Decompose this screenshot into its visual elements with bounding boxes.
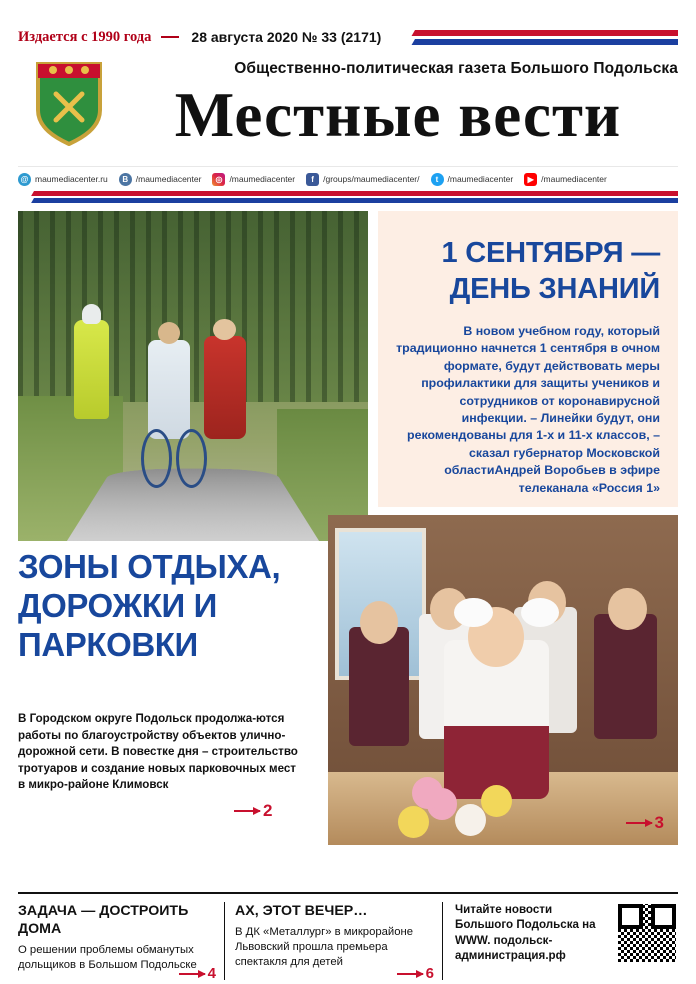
photo-classroom <box>328 515 678 845</box>
blue-bar <box>399 39 678 45</box>
second-story-page-ref[interactable] <box>234 801 272 821</box>
footer-teasers <box>18 892 678 980</box>
social-link-facebook[interactable] <box>306 173 430 186</box>
arrow-right-icon <box>397 973 423 975</box>
second-story-text: В Городском округе Подольск продолжа-ются работы по благоустройству объектов улично-дорожной сети. В повестке дня – строительство тротуаров и создание новых парковочных мест в микро-районе Климовск <box>18 712 298 792</box>
social-label: /maumediacenter <box>229 174 296 184</box>
footer-item-2[interactable] <box>224 902 442 980</box>
red-rule <box>18 191 678 196</box>
social-label: /groups/maumediacenter/ <box>323 174 420 184</box>
podolsk-coat-of-arms-icon <box>32 58 106 146</box>
footer-item-1[interactable] <box>18 902 224 980</box>
footer-page-ref[interactable] <box>179 965 216 982</box>
lead-story-box <box>378 211 678 507</box>
social-link-instagram[interactable] <box>212 173 306 186</box>
main-content <box>18 211 678 859</box>
lead-story-page-ref[interactable] <box>626 813 664 833</box>
facebook-icon: f <box>306 173 319 186</box>
issue-date: 28 августа 2020 № 33 (2171) <box>191 29 382 45</box>
arrow-right-icon <box>179 973 205 975</box>
youtube-icon: ▶ <box>524 173 537 186</box>
arrow-right-icon <box>234 810 260 812</box>
footer-page-ref[interactable] <box>397 965 434 982</box>
footer-text: О решении проблемы обманутых дольщиков в Большом Подольске <box>18 944 197 971</box>
social-link-twitter[interactable] <box>431 173 525 186</box>
footer-promo <box>442 902 678 980</box>
photo-bike-path <box>18 211 368 541</box>
social-link-youtube[interactable] <box>524 173 618 186</box>
top-bar <box>18 22 678 52</box>
social-link-vk[interactable] <box>119 173 213 186</box>
promo-text: Читайте новости Большого Подольска на WWW. подольск-администрация.рф <box>455 903 596 963</box>
masthead <box>18 56 678 164</box>
arrow-right-icon <box>626 822 652 824</box>
divider-rule <box>161 36 179 38</box>
social-links-bar <box>18 166 678 188</box>
qr-code[interactable] <box>616 902 678 980</box>
masthead-subtitle: Общественно-политическая газета Большого Подольска <box>234 60 678 77</box>
globe-icon: @ <box>18 173 31 186</box>
since-label: Издается с 1990 года <box>18 28 152 45</box>
social-label: /maumediacenter <box>447 174 514 184</box>
footer-title: АХ, ЭТОТ ВЕЧЕР… <box>235 903 368 919</box>
social-label: /maumediacenter <box>541 174 607 184</box>
masthead-wordmark: Местные вести <box>174 80 622 150</box>
social-label: maumediacenter.ru <box>35 174 108 184</box>
lead-story-headline: 1 СЕНТЯБРЯ — ДЕНЬ ЗНАНИЙ <box>441 237 660 305</box>
social-label: /maumediacenter <box>135 174 202 184</box>
second-story-headline: ЗОНЫ ОТДЫХА, ДОРОЖКИ И ПАРКОВКИ <box>18 548 281 663</box>
lead-story-text: В новом учебном году, который традиционно начнется 1 сентября в очном формате, будут действовать меры профилактики для защиты учеников и сотрудников от коронавирусной инфекции. – Линейки будут, они рекомендованы для 1-х и 11-х классов, – сказал губернатор Московской областиАндрей Воробьев в эфире телеканала «Россия 1» <box>396 324 660 495</box>
page-number: 2 <box>263 801 273 820</box>
page-number: 3 <box>654 813 664 832</box>
footer-title: ЗАДАЧА — ДОСТРОИТЬ ДОМА <box>18 903 189 937</box>
flag-bars <box>393 30 678 45</box>
blue-rule <box>18 198 678 203</box>
instagram-icon: ◎ <box>212 173 225 186</box>
page-number: 4 <box>207 965 216 982</box>
vk-icon: B <box>119 173 132 186</box>
red-bar <box>399 30 678 36</box>
newspaper-front-page <box>0 22 696 984</box>
page-number: 6 <box>425 965 434 982</box>
footer-text: В ДК «Металлург» в микрорайоне Львовский прошла премьера спектакля для детей <box>235 926 414 968</box>
social-link-globe[interactable] <box>18 173 119 186</box>
accent-rules <box>18 191 678 203</box>
twitter-icon: t <box>431 173 444 186</box>
